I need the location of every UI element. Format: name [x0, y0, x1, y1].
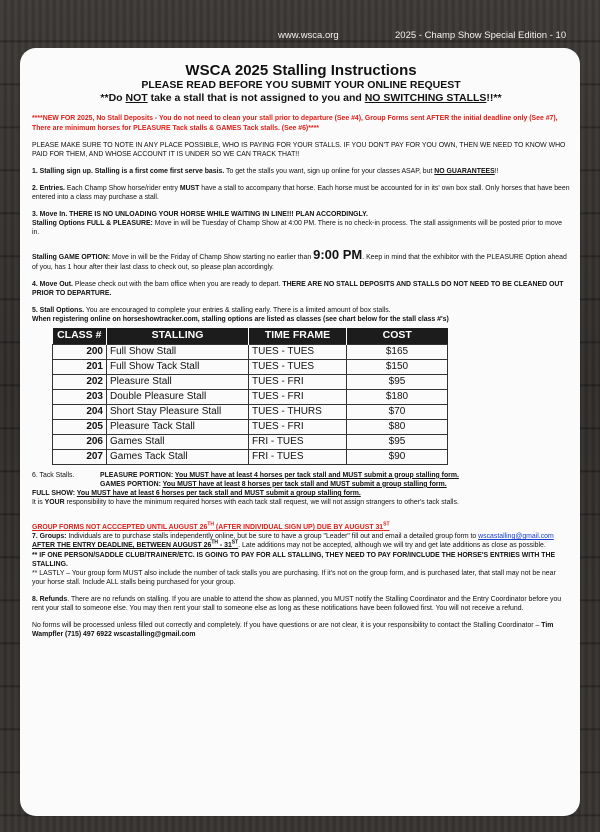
- table-header-row: [53, 328, 448, 344]
- closing-paragraph: No forms will be processed unless filled out correctly and completely. If you have questions or are not clear, it is your responsibility to contact the Stalling Coordinator – Tim Wampfler (715) 497 6922 wscastalling@gmail.com: [32, 622, 554, 639]
- stalling-email-link[interactable]: wscastalling@gmail.com: [478, 533, 554, 541]
- full-pleasure-option: Stalling Options FULL & PLEASURE: Move in will be Tuesday of Champ Show at 4:00 PM. There is no check-in process. The stall assignments will be posted prior to move in.: [32, 220, 563, 237]
- col-time-frame: TIME FRAME: [249, 328, 347, 344]
- section-refunds: 8. Refunds. There are no refunds on stalling. If you are unable to attend the show as planned, you MUST notify the Stalling Coordinator and the Entry Coordinator before you rent your stall to someone else. You may then rent your stall to someone else as long as these notifications have been followed first. You will not receive a refund.: [32, 595, 562, 613]
- section-move-out: 4. Move Out. Please check out with the barn office when you are ready to depart. THERE ARE NO STALL DEPOSITS AND STALLS DO NOT NEED TO BE CLEANED OUT PRIOR TO DEPARTURE.: [32, 280, 564, 297]
- stall-options-table: [52, 328, 448, 465]
- col-cost: COST: [347, 328, 448, 344]
- table-row: 204 Short Stay Pleasure Stall TUES - THURS $70: [53, 404, 448, 419]
- table-row: 203 Double Pleasure Stall TUES - FRI $180: [53, 389, 448, 404]
- col-class: CLASS #: [53, 328, 107, 344]
- page-header: [0, 0, 600, 44]
- table-row: 201 Full Show Tack Stall TUES - TUES $150: [53, 359, 448, 374]
- table-row: 207 Games Tack Stall FRI - TUES $90: [53, 449, 448, 464]
- section-move-in: [32, 210, 570, 272]
- document-subtitle: PLEASE READ BEFORE YOU SUBMIT YOUR ONLINE REQUEST: [141, 79, 461, 92]
- section-stall-options: 5. Stall Options. You are encouraged to complete your entries & stalling early. There is a limited amount of box stalls. When registering online on horseshowtracker.com, stalling options are listed as classes (see chart below for the stall class #'s): [32, 307, 449, 324]
- table-row: 200 Full Show Stall TUES - TUES $165: [53, 344, 448, 359]
- document-content: [32, 62, 570, 639]
- site-url[interactable]: www.wsca.org: [278, 30, 339, 41]
- intro-paragraph: PLEASE MAKE SURE TO NOTE IN ANY PLACE POSSIBLE, WHO IS PAYING FOR YOUR STALLS. IF YOU DON'T PAY FOR YOU OWN, THEN WE NEED TO KNOW WHO PAID FOR THEM, AND WHOSE ACCOUNT IT IS UNDER SO WE CAN TRACK THAT!!: [32, 141, 566, 158]
- move-in-heading: 3. Move In. THERE IS NO UNLOADING YOUR HORSE WHILE WAITING IN LINE!!! PLAN ACCORDINGLY.: [32, 211, 368, 219]
- table-row: 202 Pleasure Stall TUES - FRI $95: [53, 374, 448, 389]
- col-stalling: STALLING: [107, 328, 249, 344]
- new-2025-notice: ****NEW FOR 2025, No Stall Deposits - You do not need to clean your stall prior to departure (See #4), Group Forms sent AFTER the initial deadline only (See #7), There are minimum horses for PLEASURE Tack stalls & GAMES Tack stalls. (See #6)****: [32, 115, 558, 132]
- table-row: 206 Games Stall FRI - TUES $95: [53, 434, 448, 449]
- section-signup: 1. Stalling sign up. Stalling is a first come first serve basis. To get the stalls you want, sign up online for your classes ASAP, but NO GUARANTEES!!: [32, 167, 499, 175]
- document-title: WSCA 2025 Stalling Instructions: [185, 62, 417, 79]
- section-groups: 7. Groups: Individuals are to purchase stalls independently online, but be sure to have a group "Leader" fill out and email a detailed group form to wscastalling@gmail.com AFTER THE ENTRY DEADLINE, BETWEEN AUGUST 26TH - 31ST. Late additions may not be accepted, although we will try and get late additions as close as possible. ** IF ONE PERSON/SADDLE CLUB/TRAINER/ETC. IS GOING TO PAY FOR ALL STALLING, THEY NEED TO PAY FOR/INCLUDE THE HORSE'S ENTRIES WITH THE STALLING. ** LASTLY – Your group form MUST also include the number of tack stalls you are purchasing. If it's not on the group form, and is purchased later, that stall may not be near your horse stall. Include ALL stalls being purchased for your group.: [32, 533, 556, 586]
- table-row: 205 Pleasure Tack Stall TUES - FRI $80: [53, 419, 448, 434]
- games-option: Stalling GAME OPTION: Move in will be the Friday of Champ Show starting no earlier than 9:00 PM. Keep in mind that the exhibitor with the PLEASURE Option ahead of you, has 1 hour after their last class to check out, so please plan accordingly.: [32, 246, 567, 271]
- group-forms-title: GROUP FORMS NOT ACCCEPTED UNTIL AUGUST 26TH (AFTER INDIVIDUAL SIGN UP) DUE BY AUGUST 31ST: [32, 521, 390, 532]
- document-page: [20, 48, 580, 816]
- edition-label: 2025 - Champ Show Special Edition - 10: [395, 30, 567, 41]
- section-entries: 2. Entries. Each Champ Show horse/rider entry MUST have a stall to accompany that horse. Each horse must be accounted for in its' own box stall. Only horses that have been entered into a class may purchase a stall.: [32, 184, 570, 202]
- stall-warning: **Do NOT take a stall that is not assigned to you and NO SWITCHING STALLS!!**: [100, 91, 502, 104]
- section-tack-stalls: 6. Tack Stalls. PLEASURE PORTION: You MUST have at least 4 horses per tack stall and MUST submit a group stalling form. GAMES PORTION: You MUST have at least 8 horses per tack stall and MUST submit a group stalling form. FULL SHOW: You MUST have at least 6 horses per tack stall and MUST submit a group stalling form. It is YOUR responsibility to have the minimum required horses with each tack stall request, we will not assign strangers to other's tack stalls.: [32, 471, 459, 507]
